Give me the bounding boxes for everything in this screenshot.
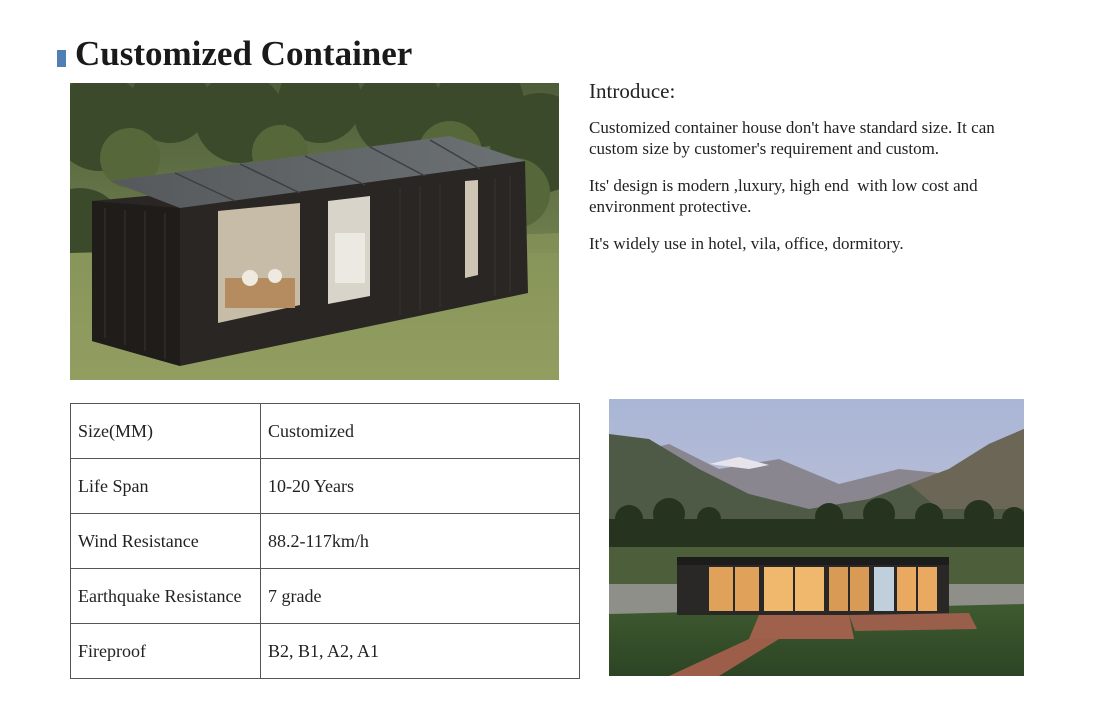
intro-heading: Introduce: — [589, 79, 676, 103]
spec-label: Life Span — [71, 459, 261, 514]
spec-value: 10-20 Years — [261, 459, 580, 514]
dusk-house-photo — [609, 399, 1024, 676]
specs-table — [70, 403, 580, 679]
spec-label: Earthquake Resistance — [71, 569, 261, 624]
table-row — [71, 404, 580, 459]
table-row — [71, 569, 580, 624]
intro-section — [589, 79, 1039, 270]
spec-value: Customized — [261, 404, 580, 459]
spec-value: 7 grade — [261, 569, 580, 624]
spec-label: Fireproof — [71, 624, 261, 679]
intro-paragraph: Customized container house don't have standard size. It can custom size by customer's requirement and custom. — [589, 118, 999, 158]
spec-label: Wind Resistance — [71, 514, 261, 569]
page-title: Customized Container — [75, 34, 413, 73]
spec-value: 88.2-117km/h — [261, 514, 580, 569]
title-marker — [57, 50, 66, 67]
spec-value: B2, B1, A2, A1 — [261, 624, 580, 679]
table-row — [71, 624, 580, 679]
container-house-photo — [70, 83, 559, 380]
intro-paragraph: It's widely use in hotel, vila, office, dormitory. — [589, 234, 904, 253]
intro-paragraph: Its' design is modern ,luxury, high end with low cost and environment protective. — [589, 176, 982, 216]
table-row — [71, 459, 580, 514]
table-row — [71, 514, 580, 569]
spec-label: Size(MM) — [71, 404, 261, 459]
